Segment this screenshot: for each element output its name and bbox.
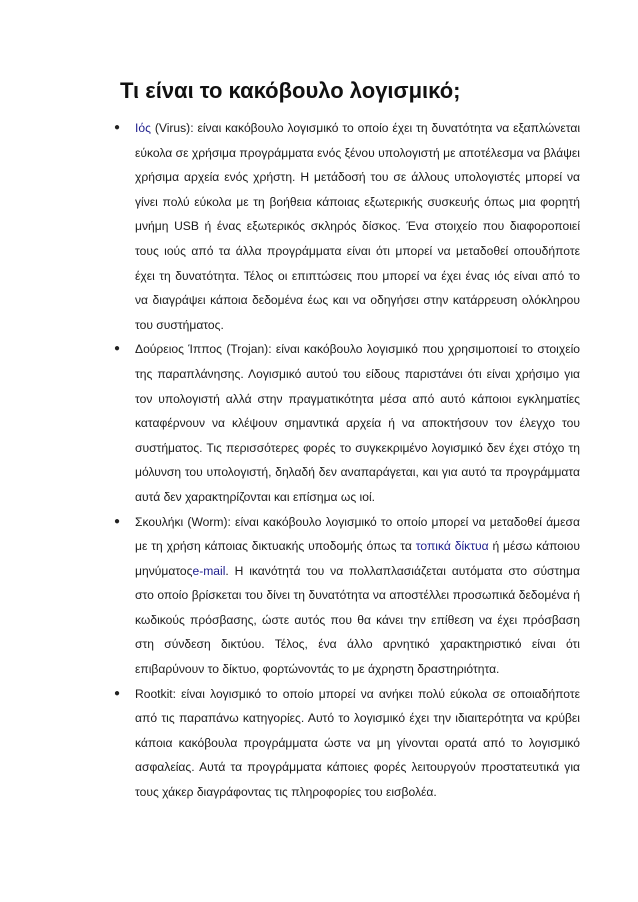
email-link[interactable]: e-mail xyxy=(192,563,226,578)
bullet-icon: ● xyxy=(114,122,121,133)
worm-description-end: . Η ικανότητά του να πολλαπλασιάζεται αυτόματα στο σύστημα στο οποίο βρίσκεται του δίνει τη δυνατότητα να αποστέλλει προσωπικά δεδομένα ή κωδικούς πρόσβασης, ώστε αυτός που θα κάνει την επίθεση να έχει πρόσβαση στη σύνδεση δικτύου. Τέλος, ένα άλλο αρνητικό χαρακτηριστικό είναι ότι επιβαρύνουν το δίκτυο, φορτώνοντάς το με άχρηστη δραστηριότητα. xyxy=(135,563,580,677)
bullet-icon: ● xyxy=(114,687,121,699)
virus-description: (Virus): είναι κακόβουλο λογισμικό το οποίο έχει τη δυνατότητα να εξαπλώνεται εύκολα σε χρήσιμα προγράμματα ενός ξένου υπολογιστή με αποτέλεσμα να βλάψει χρήσιμα αρχεία ενός χρήστη. Η μετάδοσή του σε άλλους υπολογιστές μπορεί να γίνει πολύ εύκολα με τη βοήθεια κάποιας εξωτερικής συσκευής όπως μια φορητή μνήμη USB ή ένας εξωτερικός σκληρός δίσκος. Ένα στοιχείο που διαφοροποιεί τους ιούς από τα άλλα προγράμματα είναι ότι μπορεί να μεταδοθεί οπουδήποτε έχει τη δυνατότητα. Τέλος οι επιπτώσεις που μπορεί να έχει ένας ιός είναι από το να διαγράψει κάποια δεδομένα έως και να οδηγήσει στην κατάρρευση ολόκληρου του συστήματος. xyxy=(135,121,581,332)
list-item-virus xyxy=(0,116,638,337)
list-item-rootkit xyxy=(0,682,638,805)
worm-paragraph xyxy=(135,510,580,682)
rootkit-description: Rootkit: είναι λογισμικό το οποίο μπορεί να ανήκει πολύ εύκολα σε οποιαδήποτε από τις παραπάνω κατηγορίες. Αυτό το λογισμικό έχει την ιδιαιτερότητα να κρύβει κάποια κακόβουλα προγράμματα ώστε να μη γίνονται ορατά από το λογισμικό ασφαλείας. Αυτά τα προγράμματα κάποιες φορές λειτουργούν προστατευτικά για τους χάκερ διαγράφοντας τις πληροφορίες του εισβολέα. xyxy=(135,686,580,800)
virus-paragraph xyxy=(135,116,580,337)
list-item-worm xyxy=(0,510,638,682)
malware-list xyxy=(0,116,638,805)
worm-description-start: Σκουλήκι (Worm): είναι κακόβουλο λογισμικό το οποίο μπορεί να μεταδοθεί άμεσα με τη χρήση κάποιας δικτυακής υποδομής όπως τα xyxy=(135,514,580,554)
list-item-trojan xyxy=(0,337,638,509)
page-title: Τι είναι το κακόβουλο λογισμικό; xyxy=(120,78,461,103)
bullet-icon: ● xyxy=(114,343,121,355)
trojan-paragraph xyxy=(135,337,580,509)
worm-description-middle: ή μέσω κάποιου μηνύματος xyxy=(135,539,581,578)
bullet-icon: ● xyxy=(114,515,121,527)
virus-link[interactable]: Ιός xyxy=(135,121,151,135)
local-networks-link[interactable]: τοπικά δίκτυα xyxy=(415,539,489,554)
rootkit-paragraph xyxy=(135,682,580,805)
trojan-description: Δούρειος Ίππος (Trojan): είναι κακόβουλο λογισμικό που χρησιμοποιεί το στοιχείο της παραπλάνησης. Λογισμικό αυτού του είδους παριστάνει ότι είναι χρήσιμο για τον υπολογιστή αλλά στην πραγματικότητα μέσα από αυτό κάποιοι εγκληματίες καταφέρνουν να κλέψουν σημαντικά αρχεία ή να αποκτήσουν τον έλεγχο του συστήματος. Τις περισσότερες φορές το συγκεκριμένο λογισμικό δεν έχει στόχο τη μόλυνση του υπολογιστή, δηλαδή δεν αναπαράγεται, και για αυτό τα προγράμματα αυτά δεν χαρακτηρίζονται και επίσημα ως ιοί. xyxy=(135,342,580,504)
